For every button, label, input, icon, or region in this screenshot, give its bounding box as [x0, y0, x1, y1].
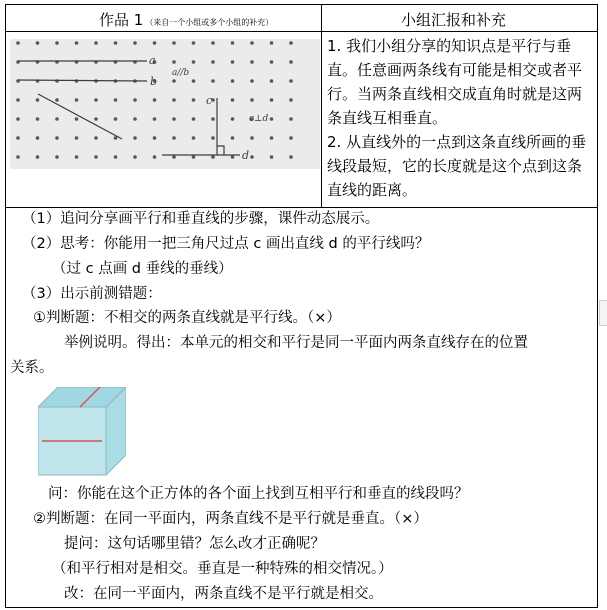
grid-dot	[192, 117, 196, 121]
label-a: a	[149, 54, 156, 67]
group-report-text	[327, 34, 593, 202]
grid-dot	[289, 136, 293, 140]
grid-dot	[270, 79, 274, 83]
border-header-bottom	[5, 31, 598, 32]
grid-dot	[172, 79, 176, 83]
grid-dot	[153, 41, 157, 45]
grid-dot	[94, 98, 98, 102]
grid-dot	[94, 155, 98, 159]
label-d: d	[242, 149, 250, 162]
grid-dot	[75, 41, 79, 45]
grid-dot	[250, 60, 254, 64]
header-col1-note: （来自一个小组或多个小组的补充）	[145, 18, 274, 27]
grid-dot	[36, 136, 40, 140]
grid-dot	[270, 155, 274, 159]
grid-dot	[231, 136, 235, 140]
grid-dot	[94, 117, 98, 121]
grid-dot	[153, 117, 157, 121]
grid-dot	[133, 136, 137, 140]
right-angle-mark	[217, 146, 224, 155]
grid-dot	[289, 117, 293, 121]
grid-dot	[94, 41, 98, 45]
grid-dot	[270, 60, 274, 64]
handwritten-dot-grid-photo	[10, 39, 320, 169]
cube-drawing	[38, 387, 126, 477]
grid-dot	[231, 117, 235, 121]
body-line-7: 关系。	[10, 360, 54, 376]
grid-dot	[133, 41, 137, 45]
border-bottom	[5, 607, 598, 608]
border-right	[597, 4, 598, 608]
cube-illustration	[38, 387, 126, 477]
grid-dot	[16, 98, 20, 102]
grid-dot	[75, 155, 79, 159]
grid-dot	[36, 41, 40, 45]
annotation-perpendicular: c⊥d	[249, 114, 269, 124]
grid-dot	[250, 41, 254, 45]
grid-dot	[75, 136, 79, 140]
grid-dot	[231, 98, 235, 102]
grid-dot	[192, 136, 196, 140]
body-line-3: （过 c 点画 d 垂线的垂线）	[52, 261, 233, 277]
grid-dot	[75, 98, 79, 102]
grid-dot	[289, 155, 293, 159]
grid-dot	[270, 98, 274, 102]
body-line-12: 改：在同一平面内，两条直线不是平行就是相交。	[64, 586, 383, 602]
body-line-4: （3）出示前测错题：	[22, 286, 162, 302]
grid-dot	[16, 117, 20, 121]
grid-dot	[289, 79, 293, 83]
grid-dot	[172, 41, 176, 45]
grid-dot	[211, 136, 215, 140]
dot-grid-drawing	[10, 39, 320, 169]
border-left	[5, 4, 6, 608]
grid-dot	[231, 60, 235, 64]
report-point-1: 1. 我们小组分享的知识点是平行与垂直。任意画两条线有可能是相交或者平行。当两条直线相交成直角时就是这两条直线互相垂直。	[327, 37, 583, 127]
grid-dot	[114, 117, 118, 121]
grid-dot	[270, 136, 274, 140]
header-col1-title: 作品 1	[99, 11, 144, 29]
grid-dot	[192, 41, 196, 45]
body-line-1: （1）追问分享画平行和垂直线的步骤，课件动态展示。	[22, 211, 380, 227]
page-edge-scroll-handle[interactable]	[599, 300, 607, 326]
grid-dot	[94, 136, 98, 140]
grid-dot	[36, 117, 40, 121]
grid-dot	[250, 98, 254, 102]
grid-dot	[114, 41, 118, 45]
report-point-2: 2. 从直线外的一点到这条直线所画的垂线段最短，它的长度就是这个点到这条直线的距离。	[327, 133, 587, 199]
label-c: c	[206, 94, 213, 107]
diagonal-line	[38, 94, 122, 139]
body-line-2: （2）思考：你能用一把三角尺过点 c 画出直线 d 的平行线吗？	[22, 236, 430, 252]
grid-dot	[153, 155, 157, 159]
grid-dot	[16, 41, 20, 45]
grid-dot	[153, 136, 157, 140]
grid-dot	[192, 60, 196, 64]
grid-dot	[133, 117, 137, 121]
grid-dot	[55, 41, 59, 45]
grid-dot	[172, 60, 176, 64]
grid-dot	[270, 117, 274, 121]
grid-dot	[250, 79, 254, 83]
grid-dot	[75, 117, 79, 121]
grid-dot	[192, 79, 196, 83]
grid-dot	[231, 79, 235, 83]
grid-dot	[55, 98, 59, 102]
grid-dot	[55, 155, 59, 159]
border-column-divider	[321, 4, 322, 208]
grid-dot	[289, 98, 293, 102]
grid-dot	[192, 98, 196, 102]
label-b: b	[150, 75, 158, 88]
grid-dot	[55, 117, 59, 121]
grid-dot	[250, 136, 254, 140]
header-work-title	[99, 9, 324, 31]
grid-dot	[211, 41, 215, 45]
body-line-11: （和平行相对是相交。垂直是一种特殊的相交情况。）	[52, 561, 393, 577]
grid-dot	[250, 155, 254, 159]
border-top	[5, 4, 598, 5]
grid-dot	[36, 98, 40, 102]
grid-dot	[289, 60, 293, 64]
body-line-9: ②判断题：在同一平面内，两条直线不是平行就是垂直。（×）	[33, 511, 428, 527]
grid-dot	[55, 136, 59, 140]
grid-dot	[289, 41, 293, 45]
grid-dot	[16, 155, 20, 159]
grid-dot	[114, 98, 118, 102]
grid-dot	[114, 155, 118, 159]
grid-dot	[133, 155, 137, 159]
grid-dot	[133, 98, 137, 102]
body-line-8: 问：你能在这个正方体的各个面上找到互相平行和垂直的线段吗？	[48, 486, 469, 502]
grid-dot	[172, 117, 176, 121]
body-line-10: 提问：这句话哪里错？怎么改才正确呢？	[64, 536, 325, 552]
grid-dot	[172, 98, 176, 102]
grid-dot	[16, 136, 20, 140]
grid-dot	[211, 117, 215, 121]
body-line-6: 举例说明。得出：本单元的相交和平行是同一平面内两条直线存在的位置	[64, 335, 528, 351]
grid-dot	[172, 136, 176, 140]
grid-dot	[36, 155, 40, 159]
grid-dot	[153, 98, 157, 102]
grid-dot	[211, 155, 215, 159]
annotation-parallel: a//b	[172, 68, 190, 78]
grid-dot	[172, 155, 176, 159]
grid-dot	[231, 155, 235, 159]
header-col2-title: 小组汇报和补充	[401, 11, 507, 29]
grid-dot	[270, 41, 274, 45]
grid-dot	[211, 60, 215, 64]
grid-dot	[192, 155, 196, 159]
pen-lines	[18, 61, 240, 155]
grid-dot	[231, 41, 235, 45]
grid-dot	[211, 79, 215, 83]
body-line-5: ①判断题：不相交的两条直线就是平行线。（×）	[33, 310, 341, 326]
